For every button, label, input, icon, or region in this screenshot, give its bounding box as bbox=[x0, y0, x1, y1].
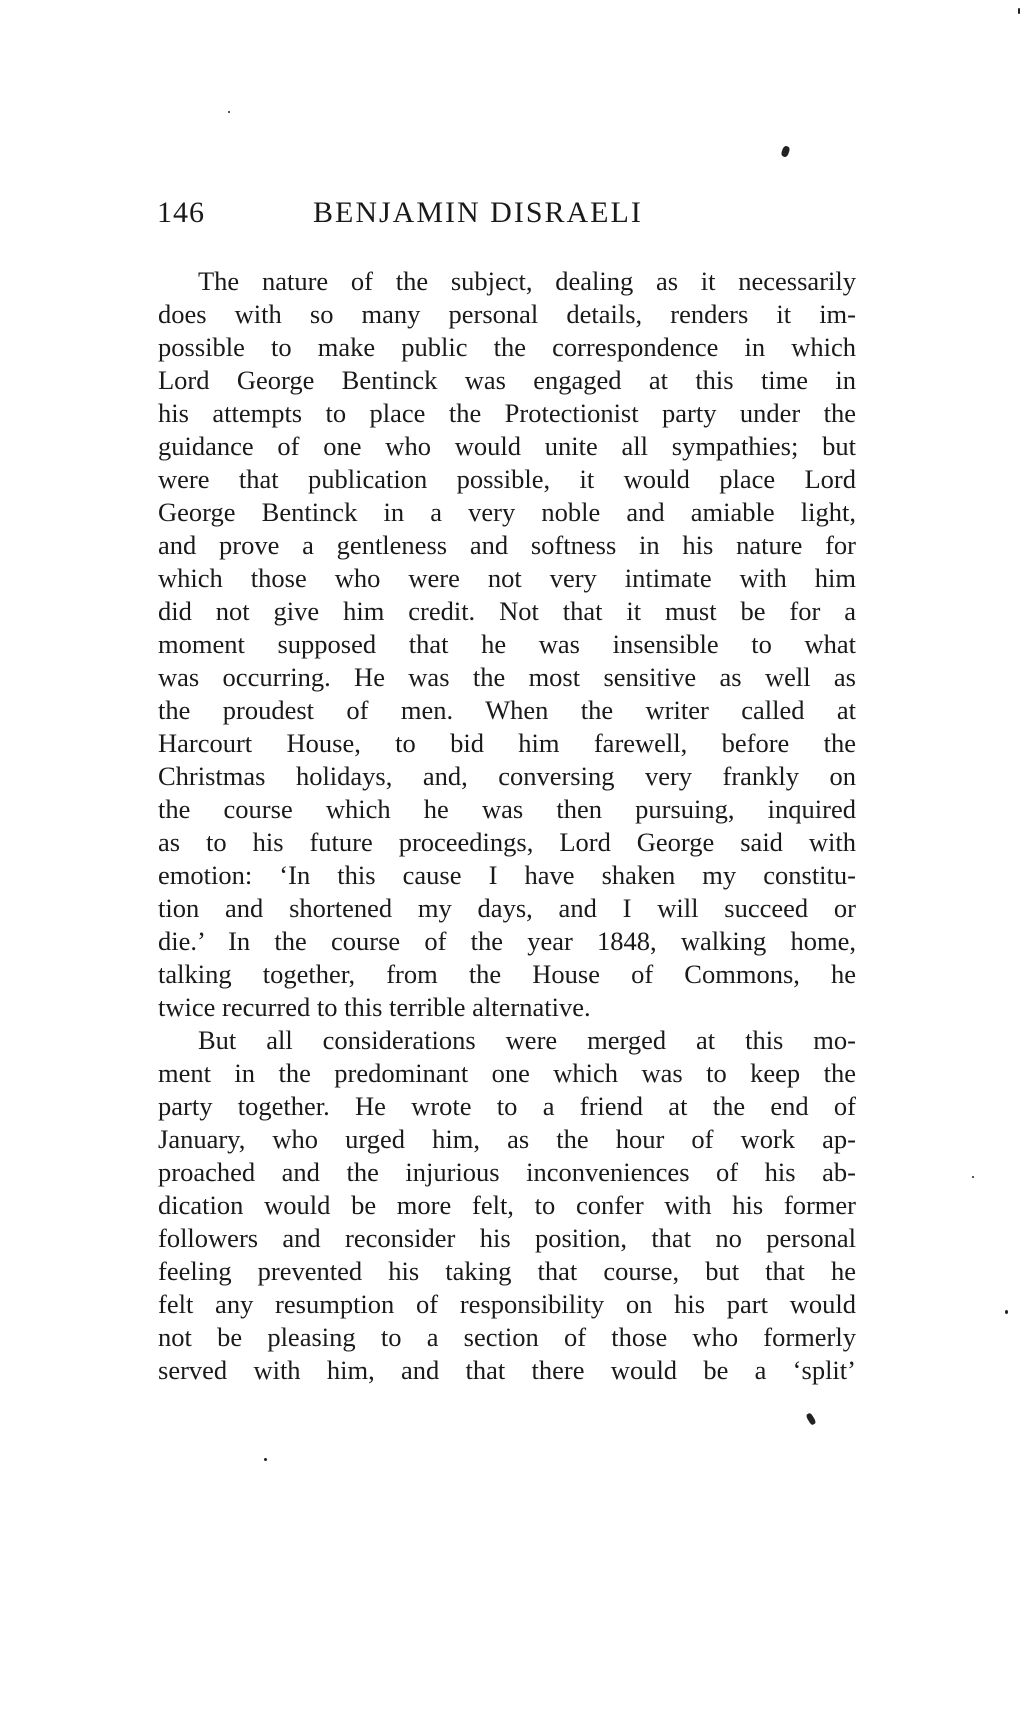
ink-speck bbox=[780, 145, 790, 158]
text-line: die.’ In the course of the year 1848, walking home, bbox=[158, 926, 856, 956]
text-line: ment in the predominant one which was to keep the bbox=[158, 1058, 856, 1088]
text-line: dication would be more felt, to confer with his former bbox=[158, 1190, 856, 1220]
paragraph-2 bbox=[158, 1024, 856, 1387]
text-line: the course which he was then pursuing, inquired bbox=[158, 794, 856, 824]
paragraph-1 bbox=[158, 265, 856, 1024]
text-line: and prove a gentleness and softness in his nature for bbox=[158, 530, 856, 560]
ink-speck bbox=[228, 111, 230, 113]
ink-speck bbox=[1018, 8, 1020, 14]
text-line: does with so many personal details, renders it im- bbox=[158, 299, 856, 329]
text-line: the proudest of men. When the writer called at bbox=[158, 695, 856, 725]
text-line: party together. He wrote to a friend at the end of bbox=[158, 1091, 856, 1121]
text-line: moment supposed that he was insensible to what bbox=[158, 629, 856, 659]
text-line: was occurring. He was the most sensitive as well as bbox=[158, 662, 856, 692]
text-line: possible to make public the correspondence in which bbox=[158, 332, 856, 362]
text-line: feeling prevented his taking that course, but that he bbox=[158, 1256, 856, 1286]
ink-speck bbox=[805, 1412, 816, 1425]
text-line: Christmas holidays, and, conversing very frankly on bbox=[158, 761, 856, 791]
text-line: were that publication possible, it would place Lord bbox=[158, 464, 856, 494]
text-line: talking together, from the House of Commons, he bbox=[158, 959, 856, 989]
text-line: tion and shortened my days, and I will succeed or bbox=[158, 893, 856, 923]
text-line: as to his future proceedings, Lord George said with bbox=[158, 827, 856, 857]
text-line: January, who urged him, as the hour of work ap- bbox=[158, 1124, 856, 1154]
text-line: Harcourt House, to bid him farewell, before the bbox=[158, 728, 856, 758]
text-line: emotion: ‘In this cause I have shaken my constitu- bbox=[158, 860, 856, 890]
text-line: which those who were not very intimate with him bbox=[158, 563, 856, 593]
running-head bbox=[157, 196, 857, 240]
body-text bbox=[158, 265, 856, 1387]
text-line: felt any resumption of responsibility on his part would bbox=[158, 1289, 856, 1319]
text-line: Lord George Bentinck was engaged at this time in bbox=[158, 365, 856, 395]
text-line: But all considerations were merged at this mo- bbox=[198, 1025, 856, 1055]
text-line: not be pleasing to a section of those who formerly bbox=[158, 1322, 856, 1352]
text-line: his attempts to place the Protectionist party under the bbox=[158, 398, 856, 428]
text-line: proached and the injurious inconveniences of his ab- bbox=[158, 1157, 856, 1187]
text-line: The nature of the subject, dealing as it necessarily bbox=[198, 266, 856, 296]
ink-speck bbox=[264, 1458, 267, 1461]
ink-speck bbox=[972, 1176, 974, 1178]
running-title: BENJAMIN DISRAELI bbox=[313, 196, 643, 229]
text-line: followers and reconsider his position, that no personal bbox=[158, 1223, 856, 1253]
text-line: guidance of one who would unite all sympathies; but bbox=[158, 431, 856, 461]
text-line: twice recurred to this terrible alternative. bbox=[158, 992, 591, 1022]
ink-speck bbox=[1005, 1310, 1008, 1314]
page-number: 146 bbox=[157, 196, 205, 229]
text-line: George Bentinck in a very noble and amiable light, bbox=[158, 497, 856, 527]
text-line: did not give him credit. Not that it must be for a bbox=[158, 596, 856, 626]
text-line: served with him, and that there would be a ‘split’ bbox=[158, 1355, 856, 1385]
